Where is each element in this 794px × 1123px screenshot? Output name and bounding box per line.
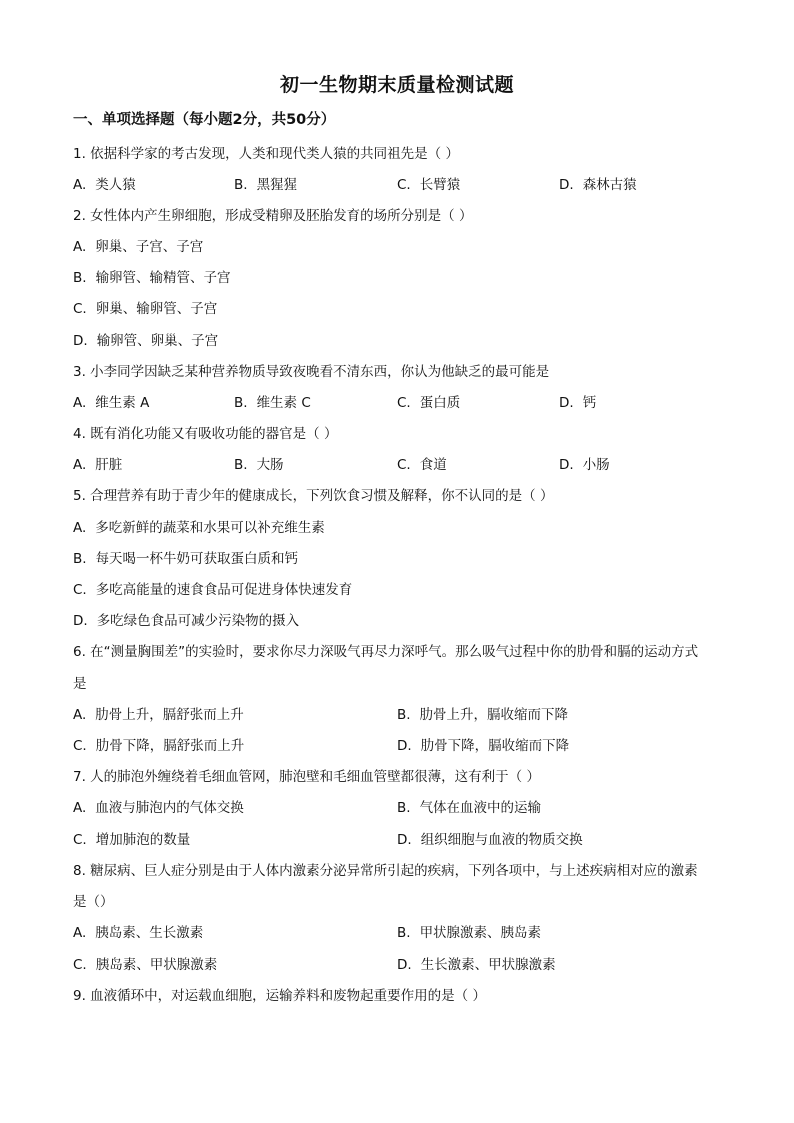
question-1-option-a: A. 类人猿 <box>73 177 136 193</box>
question-2-option-a: A. 卵巢、子宫、子宫 <box>73 239 204 255</box>
question-8-stem-continued: 是（） <box>73 894 114 910</box>
question-8-stem: 8. 糖尿病、巨人症分别是由于人体内激素分泌异常所引起的疾病，下列各项中，与上述疾病相对应的激素 <box>73 863 698 879</box>
question-9-stem: 9. 血液循环中，对运载血细胞，运输养料和废物起重要作用的是（ ） <box>73 988 486 1004</box>
question-1-option-b: B. 黑猩猩 <box>234 177 298 193</box>
question-3-option-b: B. 维生素 C <box>234 395 311 411</box>
question-8-option-d: D. 生长激素、甲状腺激素 <box>397 957 556 973</box>
question-4-option-d: D. 小肠 <box>559 457 610 473</box>
question-2-option-c: C. 卵巢、输卵管、子宫 <box>73 301 218 317</box>
question-8-option-c: C. 胰岛素、甲状腺激素 <box>73 957 218 973</box>
question-5-option-d: D. 多吃绿色食品可减少污染物的摄入 <box>73 613 300 629</box>
question-7-stem: 7. 人的肺泡外缠绕着毛细血管网，肺泡壁和毛细血管壁都很薄，这有利于（ ） <box>73 769 540 785</box>
question-6-stem: 6. 在“测量胸围差”的实验时，要求你尽力深吸气再尽力深呼气。那么吸气过程中你的肋骨和膈的运动方式 <box>73 644 699 660</box>
question-7-option-b: B. 气体在血液中的运输 <box>397 800 542 816</box>
question-6-option-b: B. 肋骨上升，膈收缩而下降 <box>397 707 569 723</box>
question-2-stem: 2. 女性体内产生卵细胞，形成受精卵及胚胎发育的场所分别是（ ） <box>73 208 473 224</box>
question-4-option-c: C. 食道 <box>397 457 447 473</box>
question-4-option-b: B. 大肠 <box>234 457 284 473</box>
question-6-stem-continued: 是 <box>73 676 87 692</box>
question-3-option-d: D. 钙 <box>559 395 597 411</box>
question-2-option-b: B. 输卵管、输精管、子宫 <box>73 270 231 286</box>
question-6-option-d: D. 肋骨下降，膈收缩而下降 <box>397 738 570 754</box>
question-4-option-a: A. 肝脏 <box>73 457 123 473</box>
question-7-option-c: C. 增加肺泡的数量 <box>73 832 191 848</box>
question-8-option-b: B. 甲状腺激素、胰岛素 <box>397 925 542 941</box>
section-heading: 一、单项选择题（每小题2分，共50分） <box>73 112 336 128</box>
question-2-option-d: D. 输卵管、卵巢、子宫 <box>73 333 219 349</box>
question-5-option-a: A. 多吃新鲜的蔬菜和水果可以补充维生素 <box>73 520 325 536</box>
question-6-option-a: A. 肋骨上升，膈舒张而上升 <box>73 707 244 723</box>
question-3-stem: 3. 小李同学因缺乏某种营养物质导致夜晚看不清东西，你认为他缺乏的最可能是 <box>73 364 550 380</box>
question-5-stem: 5. 合理营养有助于青少年的健康成长，下列饮食习惯及解释，你不认同的是（ ） <box>73 488 554 504</box>
question-5-option-c: C. 多吃高能量的速食食品可促进身体快速发育 <box>73 582 353 598</box>
question-7-option-d: D. 组织细胞与血液的物质交换 <box>397 832 583 848</box>
question-1-option-c: C. 长臂猿 <box>397 177 461 193</box>
page-title: 初一生物期末质量检测试题 <box>279 74 514 96</box>
question-1-option-d: D. 森林古猿 <box>559 177 637 193</box>
question-6-option-c: C. 肋骨下降，膈舒张而上升 <box>73 738 245 754</box>
question-3-option-c: C. 蛋白质 <box>397 395 461 411</box>
question-1-stem: 1. 依据科学家的考古发现，人类和现代类人猿的共同祖先是（ ） <box>73 146 459 162</box>
question-7-option-a: A. 血液与肺泡内的气体交换 <box>73 800 244 816</box>
question-4-stem: 4. 既有消化功能又有吸收功能的器官是（ ） <box>73 426 338 442</box>
question-3-option-a: A. 维生素 A <box>73 395 150 411</box>
question-5-option-b: B. 每天喝一杯牛奶可获取蛋白质和钙 <box>73 551 299 567</box>
question-8-option-a: A. 胰岛素、生长激素 <box>73 925 204 941</box>
